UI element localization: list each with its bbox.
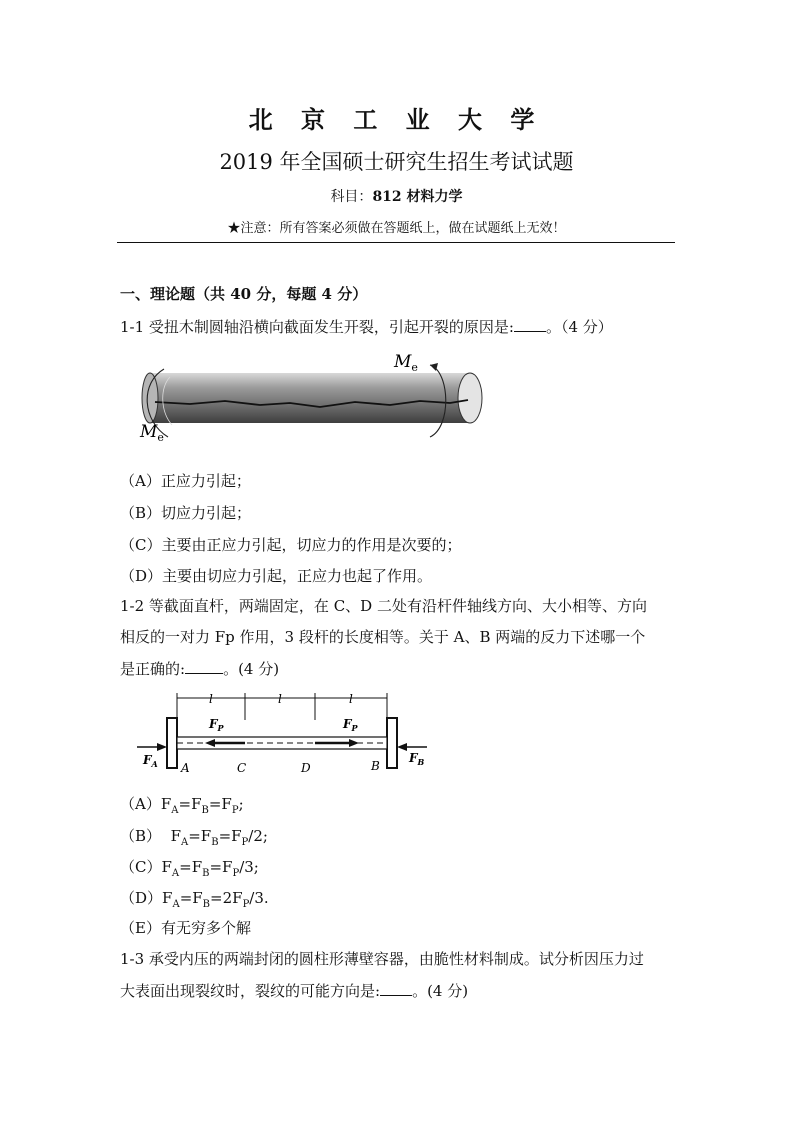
fp-label-right: $F_P$: [343, 717, 358, 733]
fp-label-left: $F_P$: [209, 717, 224, 733]
fa-label: $F_A$: [143, 753, 158, 769]
length-label-1: l: [209, 692, 213, 706]
question-1-2-stem-line2: 相反的一对力 Fp 作用，3 段杆的长度相等。关于 A、B 两端的反力下述哪一个: [120, 628, 646, 646]
q3-stem-score: 。(4 分): [412, 982, 469, 1000]
point-d-label: D: [301, 761, 311, 775]
q2-stem-score: 。(4 分): [223, 660, 280, 678]
shaft-right-end: [458, 373, 482, 423]
q2-option-a: $(A)F_A=F_B=F_P$;: [120, 795, 244, 816]
section-title: 一、理论题（共 40 分，每题 4 分）: [120, 285, 368, 303]
question-1-1-stem: [120, 316, 613, 337]
torsion-shaft-figure: [130, 345, 510, 450]
header-divider: [117, 242, 675, 243]
q2-stem-text: 是正确的:: [120, 660, 186, 678]
q1-option-d: （D）主要由切应力引起，正应力也起了作用。: [120, 567, 433, 585]
q1-answer-blank: [514, 317, 546, 332]
q1-stem-score: 。（4 分）: [545, 318, 613, 336]
q2-option-e: （E）有无穷多个解: [120, 919, 251, 937]
right-fixed-support: [387, 718, 397, 768]
fb-label: $F_B$: [409, 751, 425, 767]
q3-answer-blank: [380, 981, 412, 996]
torque-label-bottom: $M_e$: [140, 422, 164, 444]
point-c-label: C: [237, 761, 247, 775]
q1-option-c: （C）主要由正应力引起，切应力的作用是次要的；: [120, 536, 462, 554]
question-1-3-stem-line2: [120, 980, 468, 1001]
fixed-bar-figure: [135, 690, 445, 780]
university-name: 北 京 工 业 大 学: [248, 105, 545, 134]
exam-subject: [0, 186, 793, 206]
question-1-3-stem-line1: 1-3 承受内压的两端封闭的圆柱形薄壁容器，由脆性材料制成。试分析因压力过: [120, 950, 644, 968]
q2-option-d: $(D)F_A=F_B=2F_P/3$.: [120, 889, 269, 910]
point-a-label: A: [181, 761, 190, 775]
length-label-2: l: [278, 692, 282, 706]
torque-label-top: $M_e$: [394, 352, 418, 374]
exam-notice: ★注意：所有答案必须做在答题纸上，做在试题纸上无效！: [227, 221, 566, 236]
subject-value: 812 材料力学: [372, 189, 463, 205]
point-b-label: B: [371, 759, 380, 773]
left-fixed-support: [167, 718, 177, 768]
q1-option-b: （B）切应力引起；: [120, 504, 252, 522]
shaft-body: [150, 373, 470, 423]
length-label-3: l: [349, 692, 353, 706]
question-1-2-stem-line1: 1-2 等截面直杆，两端固定，在 C、D 二处有沿杆件轴线方向、大小相等、方向: [120, 597, 647, 615]
q3-stem-text: 大表面出现裂纹时，裂纹的可能方向是:: [120, 982, 381, 1000]
q2-option-b: （B） $F_A=F_B=F_P/2$;: [120, 827, 268, 848]
q1-stem-text: 1-1 受扭木制圆轴沿横向截面发生开裂，引起开裂的原因是:: [120, 318, 514, 336]
q2-answer-blank: [185, 659, 223, 674]
q2-option-c: $(C)F_A=F_B=F_P/3$;: [120, 858, 259, 879]
subject-label: 科目：: [330, 189, 373, 205]
question-1-2-stem-line3: [120, 658, 279, 679]
exam-title: 2019 年全国硕士研究生招生考试试题: [219, 150, 574, 174]
q1-option-a: （A）正应力引起；: [120, 472, 251, 490]
